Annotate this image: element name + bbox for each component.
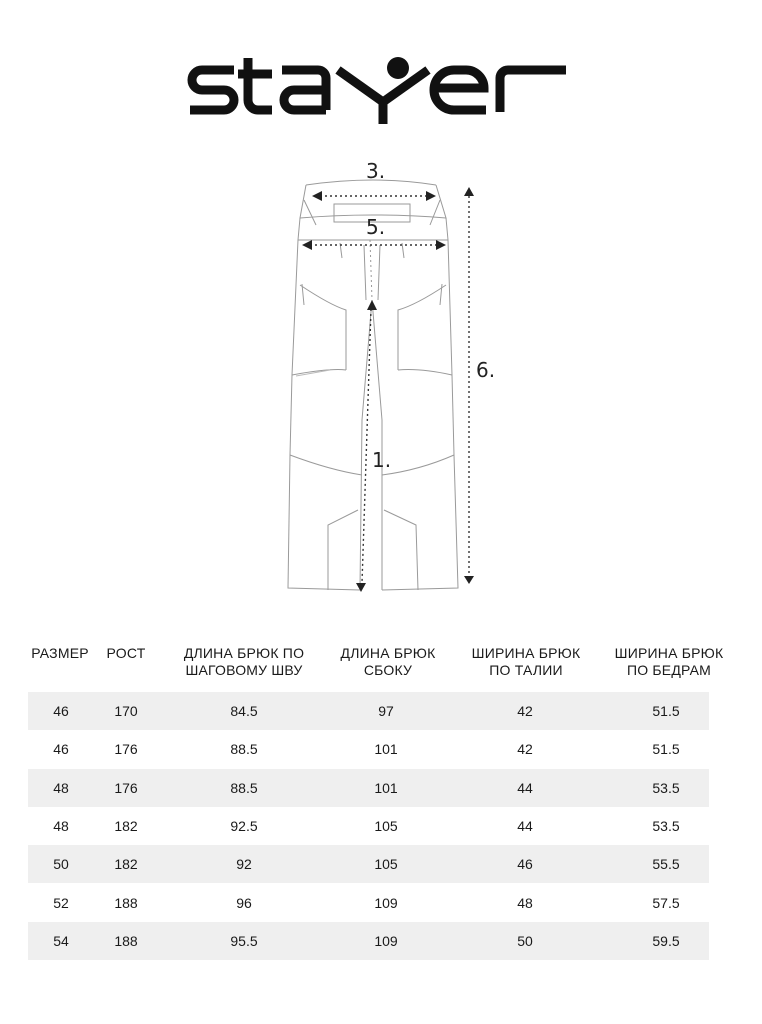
header-hip-width: ШИРИНА БРЮК ПО БЕДРАМ xyxy=(614,645,724,678)
outseam-dimension-label: 6. xyxy=(476,358,496,382)
cell-size: 48 xyxy=(53,818,69,835)
cell-side-length: 105 xyxy=(374,856,398,873)
cell-waist-width: 44 xyxy=(517,818,533,835)
size-table-header xyxy=(0,645,762,685)
cell-size: 46 xyxy=(53,741,69,758)
header-height: РОСТ xyxy=(106,645,146,661)
cell-side-length: 109 xyxy=(374,894,398,911)
cell-inseam-length: 95.5 xyxy=(230,932,258,949)
table-row xyxy=(28,769,709,807)
cell-hip-width: 53.5 xyxy=(652,779,680,796)
cell-height: 188 xyxy=(114,932,138,949)
cell-waist-width: 46 xyxy=(517,856,533,873)
cell-waist-width: 42 xyxy=(517,741,533,758)
cell-size: 54 xyxy=(53,932,69,949)
cell-hip-width: 53.5 xyxy=(652,818,680,835)
header-inseam-length: ДЛИНА БРЮК ПО ШАГОВОМУ ШВУ xyxy=(183,645,305,678)
cell-inseam-length: 96 xyxy=(236,894,252,911)
table-row xyxy=(28,883,709,921)
table-row xyxy=(28,730,709,768)
cell-waist-width: 50 xyxy=(517,932,533,949)
table-row xyxy=(28,922,709,960)
cell-waist-width: 44 xyxy=(517,779,533,796)
cell-size: 48 xyxy=(53,779,69,796)
cell-side-length: 101 xyxy=(374,779,398,796)
size-table-body xyxy=(28,692,709,960)
stayer-logo xyxy=(186,56,570,128)
cell-height: 176 xyxy=(114,779,138,796)
cell-side-length: 101 xyxy=(374,741,398,758)
logo-dot-icon xyxy=(387,57,409,79)
cell-inseam-length: 88.5 xyxy=(230,741,258,758)
cell-waist-width: 48 xyxy=(517,894,533,911)
cell-height: 182 xyxy=(114,856,138,873)
cell-hip-width: 51.5 xyxy=(652,741,680,758)
pants-size-diagram xyxy=(0,150,762,600)
header-waist-width: ШИРИНА БРЮК ПО ТАЛИИ xyxy=(471,645,581,678)
header-side-length: ДЛИНА БРЮК СБОКУ xyxy=(340,645,436,678)
inseam-dimension-label: 1. xyxy=(372,448,392,472)
cell-size: 52 xyxy=(53,894,69,911)
table-row xyxy=(28,692,709,730)
cell-height: 182 xyxy=(114,818,138,835)
cell-height: 176 xyxy=(114,741,138,758)
cell-size: 50 xyxy=(53,856,69,873)
table-row xyxy=(28,845,709,883)
cell-hip-width: 57.5 xyxy=(652,894,680,911)
header-size: РАЗМЕР xyxy=(31,645,89,661)
cell-height: 188 xyxy=(114,894,138,911)
cell-inseam-length: 92.5 xyxy=(230,818,258,835)
cell-side-length: 97 xyxy=(378,703,394,720)
table-row xyxy=(28,807,709,845)
cell-side-length: 109 xyxy=(374,932,398,949)
cell-size: 46 xyxy=(53,703,69,720)
hip-dimension-label: 5. xyxy=(366,215,386,239)
cell-height: 170 xyxy=(114,703,138,720)
cell-waist-width: 42 xyxy=(517,703,533,720)
cell-side-length: 105 xyxy=(374,818,398,835)
cell-inseam-length: 92 xyxy=(236,856,252,873)
cell-hip-width: 59.5 xyxy=(652,932,680,949)
waist-dimension-label: 3. xyxy=(366,159,386,183)
cell-hip-width: 55.5 xyxy=(652,856,680,873)
cell-hip-width: 51.5 xyxy=(652,703,680,720)
cell-inseam-length: 88.5 xyxy=(230,779,258,796)
cell-inseam-length: 84.5 xyxy=(230,703,258,720)
